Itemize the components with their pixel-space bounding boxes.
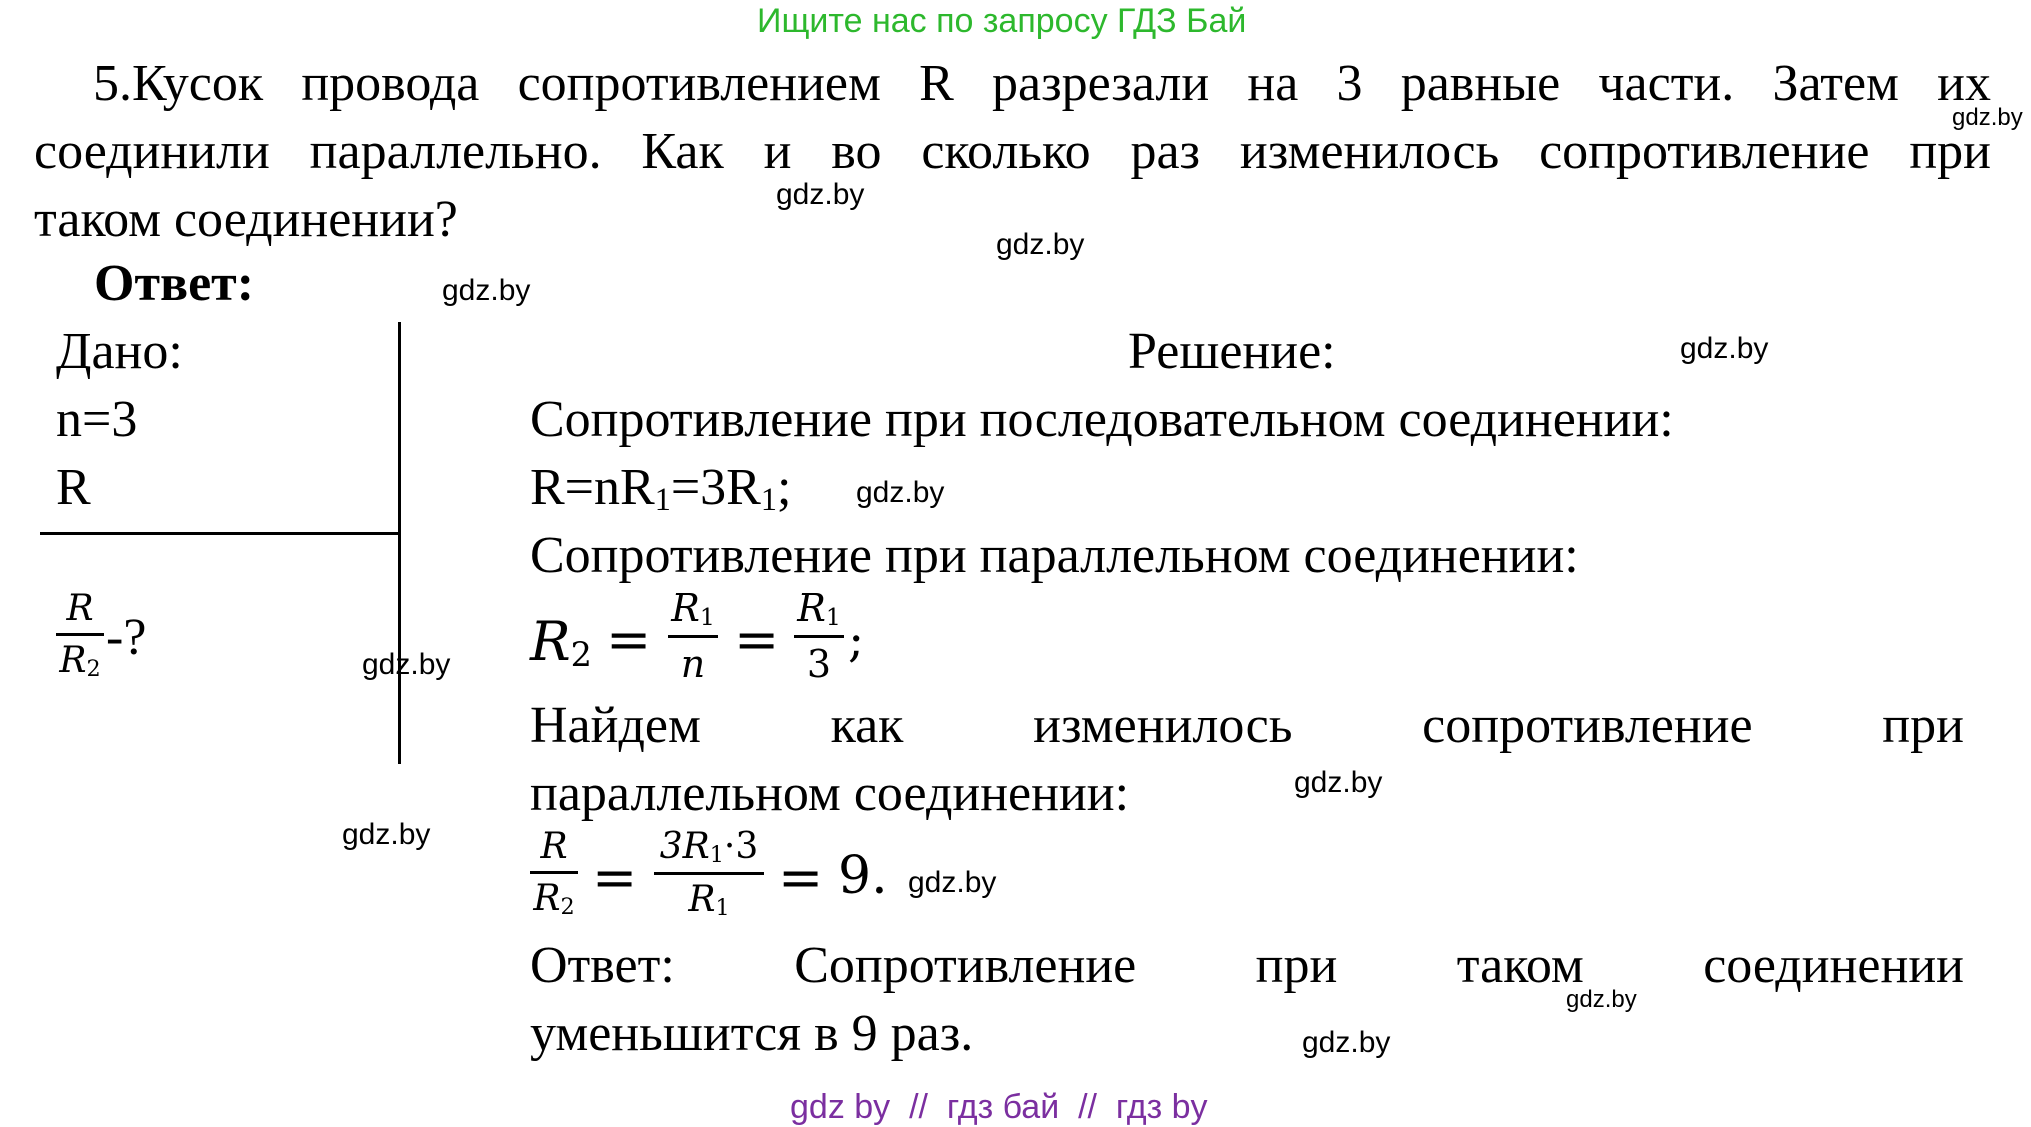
watermark: gdz.by	[776, 178, 865, 211]
footer-links[interactable]: gdz by // гдз бай // гдз by	[790, 1088, 1208, 1126]
watermark: gdz.by	[996, 228, 1085, 261]
parallel-f1-denominator: n	[680, 642, 706, 687]
parallel-f2-denominator: 3	[806, 642, 832, 687]
parallel-text: Сопротивление при параллельном соединении:	[530, 527, 1579, 584]
watermark: gdz.by	[1294, 766, 1383, 799]
find-denominator: R2	[59, 640, 101, 683]
parallel-end: ;	[848, 612, 865, 668]
find-word-1: Найдем	[530, 697, 701, 754]
ratio-fraction-2	[654, 826, 764, 921]
watermark: gdz.by	[1302, 1026, 1391, 1059]
ratio-eq-2: =	[778, 846, 824, 909]
ratio-f1-bar	[530, 871, 578, 874]
find-text-line-2: параллельном соединении:	[530, 765, 1130, 822]
parallel-f1-numerator: R1	[671, 586, 715, 632]
problem-line-2-text: соединили параллельно. Как и во сколько раз изменилось сопротивление при	[34, 123, 1991, 180]
watermark: gdz.by	[908, 866, 997, 899]
solution-heading: Решение:	[1128, 323, 1336, 380]
given-heading: Дано:	[56, 323, 183, 380]
find-word-5: при	[1882, 697, 1964, 754]
watermark: gdz.by	[342, 818, 431, 851]
problem-line-1-text: 5.Кусок провода сопротивлением R разрезали на 3 равные части. Затем их	[93, 55, 1991, 112]
given-n: n=3	[56, 391, 138, 448]
conclusion-word-2: Сопротивление	[794, 937, 1137, 994]
watermark: gdz.by	[856, 476, 945, 509]
find-text-line-1	[530, 697, 1964, 754]
parallel-lhs: R2	[530, 610, 592, 675]
ratio-f1-numerator: R	[540, 826, 568, 867]
parallel-fraction-2	[794, 586, 844, 686]
conclusion-line-1	[530, 937, 1964, 994]
ratio-f2-denominator: R1	[688, 879, 730, 922]
given-r: R	[56, 459, 91, 516]
problem-line-1	[93, 55, 1991, 112]
vertical-divider	[398, 322, 401, 764]
ratio-fraction-1	[530, 826, 578, 920]
find-word-2: как	[830, 697, 904, 754]
find-word-4: сопротивление	[1422, 697, 1753, 754]
problem-line-2	[34, 123, 1991, 180]
ratio-result: 9.	[838, 846, 888, 906]
conclusion-line-2: уменьшится в 9 раз.	[530, 1005, 974, 1062]
series-formula: R=nR1=3R1;	[530, 459, 792, 517]
conclusion-word-5: соединении	[1703, 937, 1964, 994]
parallel-f2-bar	[794, 635, 844, 638]
conclusion-word-1: Ответ:	[530, 937, 675, 994]
watermark: gdz.by	[1952, 104, 2023, 131]
search-hint: Ищите нас по запросу ГДЗ Бай	[757, 2, 1247, 40]
watermark: gdz.by	[1566, 986, 1637, 1013]
conclusion-word-4: таком	[1456, 937, 1584, 994]
conclusion-word-3: при	[1255, 937, 1338, 994]
ratio-f1-denominator: R2	[533, 878, 575, 921]
find-fraction	[56, 588, 104, 682]
parallel-fraction-1	[668, 586, 718, 686]
find-fraction-bar	[56, 633, 104, 636]
ratio-f2-numerator: 3R1·3	[659, 826, 759, 869]
horizontal-divider	[40, 532, 400, 535]
watermark: gdz.by	[442, 274, 531, 307]
parallel-f1-bar	[668, 635, 718, 638]
ratio-eq-1: =	[592, 846, 638, 909]
answer-heading: Ответ:	[94, 255, 255, 312]
find-word-3: изменилось	[1033, 697, 1293, 754]
watermark: gdz.by	[362, 648, 451, 681]
watermark: gdz.by	[1680, 332, 1769, 365]
parallel-f2-numerator: R1	[797, 586, 841, 632]
ratio-f2-bar	[654, 872, 764, 875]
problem-line-3: таком соединении?	[34, 191, 458, 248]
find-numerator: R	[66, 588, 94, 629]
parallel-eq-2: =	[734, 608, 780, 671]
find-suffix: -?	[106, 609, 147, 666]
series-text: Сопротивление при последовательном соединении:	[530, 391, 1674, 448]
parallel-eq-1: =	[606, 608, 652, 671]
